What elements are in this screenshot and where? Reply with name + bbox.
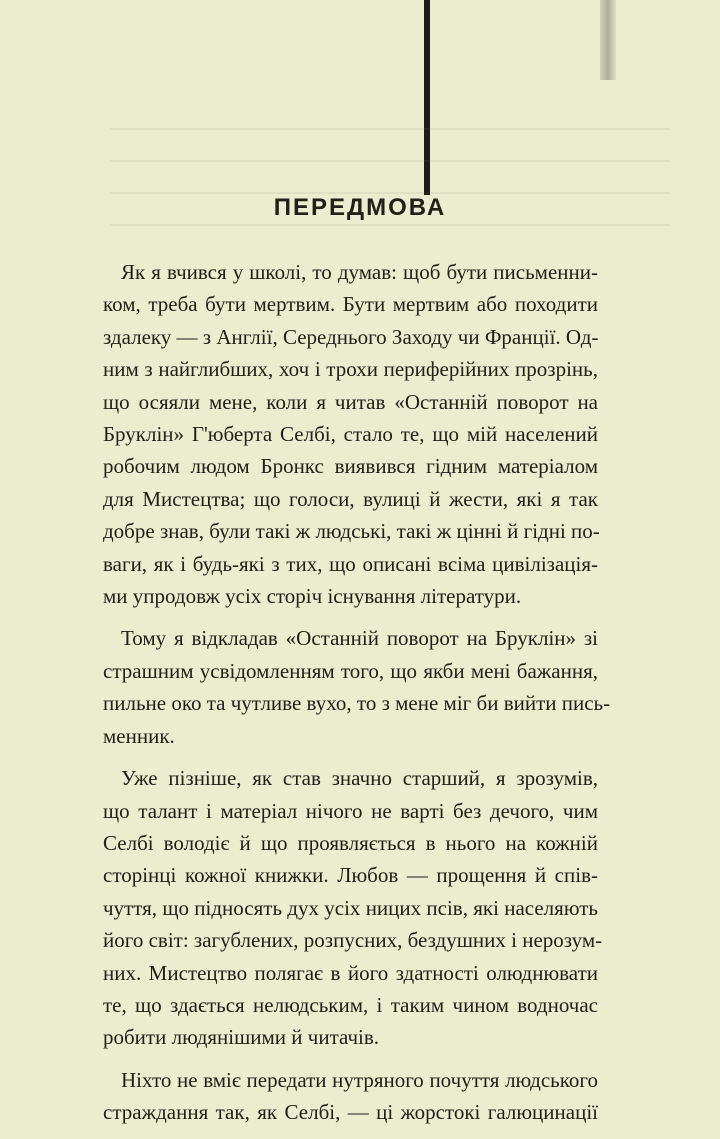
bleed-through-line xyxy=(110,224,670,226)
text-line: його світ: загублених, розпусних, бездушних і нерозум- xyxy=(103,928,603,953)
text-line: Уже пізніше, як став значно старший, я зрозумів, xyxy=(121,766,598,791)
text-line: робочим людом Бронкс виявився гідним матеріалом xyxy=(103,454,598,479)
text-line: Селбі володіє й що проявляється в нього на кожній xyxy=(103,830,598,855)
text-line: чуття, що підносять дух усіх ницих псів, які населяють xyxy=(103,895,598,920)
text-line: них. Мистецтво полягає в його здатності олюднювати xyxy=(103,960,598,985)
paragraph xyxy=(103,762,603,1054)
text-line: пильне око та чутливе вухо, то з мене міг би вийти пись- xyxy=(103,691,611,716)
chapter-title: ПЕРЕДМОВА xyxy=(273,194,447,222)
text-line: здалеку — з Англії, Середнього Заходу чи Франції. Од- xyxy=(103,324,599,349)
text-line: страшним усвідомленням того, що якби мені бажання, xyxy=(103,658,598,683)
bleed-through-line xyxy=(110,128,670,130)
text-line: добре знав, були такі ж людські, такі ж цінні й гідні по- xyxy=(103,519,600,544)
paragraph xyxy=(103,622,611,752)
text-line: ком, треба бути мертвим. Бути мертвим або походити xyxy=(103,292,598,317)
text-line: що осяяли мене, коли я читав «Останній поворот на xyxy=(103,389,598,414)
text-line: ним з найглибших, хоч і трохи периферійних прозрінь, xyxy=(103,357,598,382)
text-line: для Мистецтва; що голоси, вулиці й жести, які я так xyxy=(103,486,598,511)
paragraph xyxy=(103,256,598,612)
text-line: те, що здається нелюдським, і таким чином водночас xyxy=(103,992,598,1017)
paragraph xyxy=(103,1064,598,1129)
page-edge-shadow xyxy=(600,0,616,80)
text-line: що талант і матеріал нічого не варті без дечого, чим xyxy=(103,798,598,823)
text-line: Ніхто не вміє передати нутряного почуття людського xyxy=(121,1067,598,1092)
body-text xyxy=(103,256,611,1139)
text-line: ми упродовж усіх сторіч існування літератури. xyxy=(103,584,522,609)
text-line: сторінці кожної книжки. Любов — прощення й спів- xyxy=(103,863,598,888)
text-line: робити людянішими й читачів. xyxy=(103,1025,380,1050)
text-line: ваги, як і будь-які з тих, що описані всіма цивілізація- xyxy=(103,551,598,576)
text-line: Бруклін» Г'юберта Селбі, стало те, що мій населений xyxy=(103,422,598,447)
text-line: Тому я відкладав «Останній поворот на Бруклін» зі xyxy=(121,626,598,651)
decorative-vertical-bar xyxy=(424,0,430,195)
text-line: Як я вчився у школі, то думав: щоб бути письменни- xyxy=(121,260,598,284)
bleed-through-line xyxy=(110,160,670,162)
text-line: страждання так, як Селбі, — ці жорстокі галюцинації xyxy=(103,1100,598,1125)
text-line: менник. xyxy=(103,723,175,748)
